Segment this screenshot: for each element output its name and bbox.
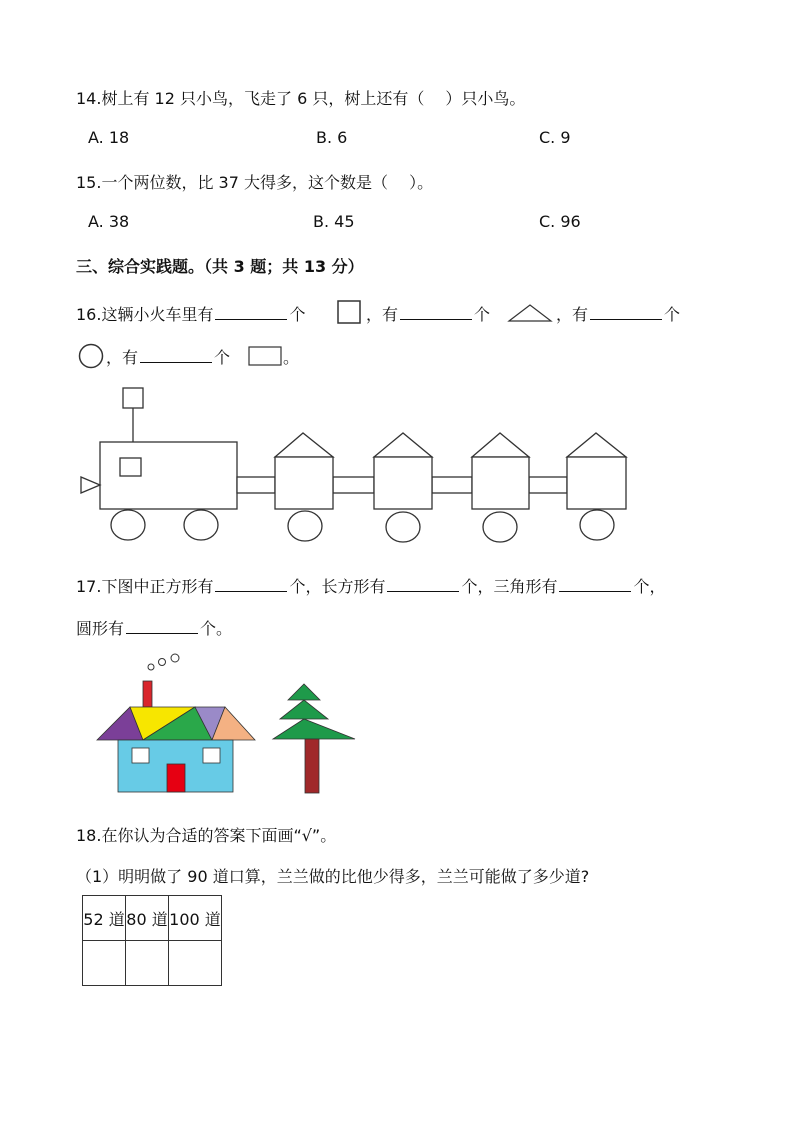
train-figure (78, 385, 638, 545)
q16-blank-square[interactable] (215, 305, 287, 320)
question-17-line2 (76, 616, 232, 639)
table-header-cell: 80 道 (126, 896, 169, 941)
q17-blank-square[interactable] (215, 577, 287, 592)
q16-text-a: 16.这辆小火车里有 (76, 305, 214, 324)
chimney (143, 681, 152, 707)
question-16-line2 (106, 345, 230, 368)
question-18-sub1: （1）明明做了 90 道口算，兰兰做的比他少得多，兰兰可能做了多少道? (76, 867, 590, 886)
q16-text-b: 个 (289, 305, 306, 324)
q16-text-h: 个 (214, 348, 231, 367)
q14-option-b[interactable]: B. 6 (316, 128, 348, 147)
q16-period: 。 (283, 348, 300, 367)
house-tree-figure (95, 652, 360, 797)
q16-text-d: 个 (474, 305, 491, 324)
q14-option-a[interactable]: A. 18 (88, 128, 130, 147)
square-shape-icon (337, 300, 361, 324)
q16-text-f: 个 (664, 305, 681, 324)
rectangle-shape-icon (248, 346, 282, 366)
question-16-line1-part3 (556, 302, 680, 325)
q15-option-b[interactable]: B. 45 (313, 212, 355, 231)
answer-cell[interactable] (126, 941, 169, 986)
q15-option-c[interactable]: C. 96 (539, 212, 581, 231)
q16-blank-circle[interactable] (140, 348, 212, 363)
table-answer-row (83, 941, 222, 986)
q16-blank-rectangle[interactable] (590, 305, 662, 320)
q15-option-a[interactable]: A. 38 (88, 212, 130, 231)
answer-table (82, 895, 222, 986)
question-17-line1 (76, 574, 666, 597)
q16-text-c: ，有 (366, 305, 399, 324)
q16-text-e: ，有 (556, 305, 589, 324)
q17-blank-circle[interactable] (126, 619, 198, 634)
q17-text-b: 个，长方形有 (289, 577, 386, 596)
table-header-row (83, 896, 222, 941)
question-18: 18.在你认为合适的答案下面画“√”。 (76, 826, 337, 845)
question-15: 15.一个两位数，比 37 大得多，这个数是（ ）。 (76, 173, 434, 192)
section-heading: 三、综合实践题。（共 3 题；共 13 分） (76, 257, 364, 276)
answer-cell[interactable] (169, 941, 222, 986)
q17-text-a: 17.下图中正方形有 (76, 577, 214, 596)
answer-cell[interactable] (83, 941, 126, 986)
q17-text-c: 个，三角形有 (461, 577, 558, 596)
question-16-line1 (76, 302, 305, 325)
q17-text-f: 个。 (200, 619, 233, 638)
q17-blank-triangle[interactable] (559, 577, 631, 592)
q17-blank-rectangle[interactable] (387, 577, 459, 592)
triangle-shape-icon (507, 303, 553, 323)
question-14: 14.树上有 12 只小鸟，飞走了 6 只，树上还有（ ）只小鸟。 (76, 89, 526, 108)
circle-shape-icon (78, 343, 104, 369)
q16-blank-triangle[interactable] (400, 305, 472, 320)
table-header-cell: 100 道 (169, 896, 222, 941)
question-16-line1-part2 (366, 302, 490, 325)
q17-text-d: 个， (633, 577, 666, 596)
table-header-cell: 52 道 (83, 896, 126, 941)
q14-option-c[interactable]: C. 9 (539, 128, 571, 147)
q17-text-e: 圆形有 (76, 619, 125, 638)
q16-text-g: ，有 (106, 348, 139, 367)
